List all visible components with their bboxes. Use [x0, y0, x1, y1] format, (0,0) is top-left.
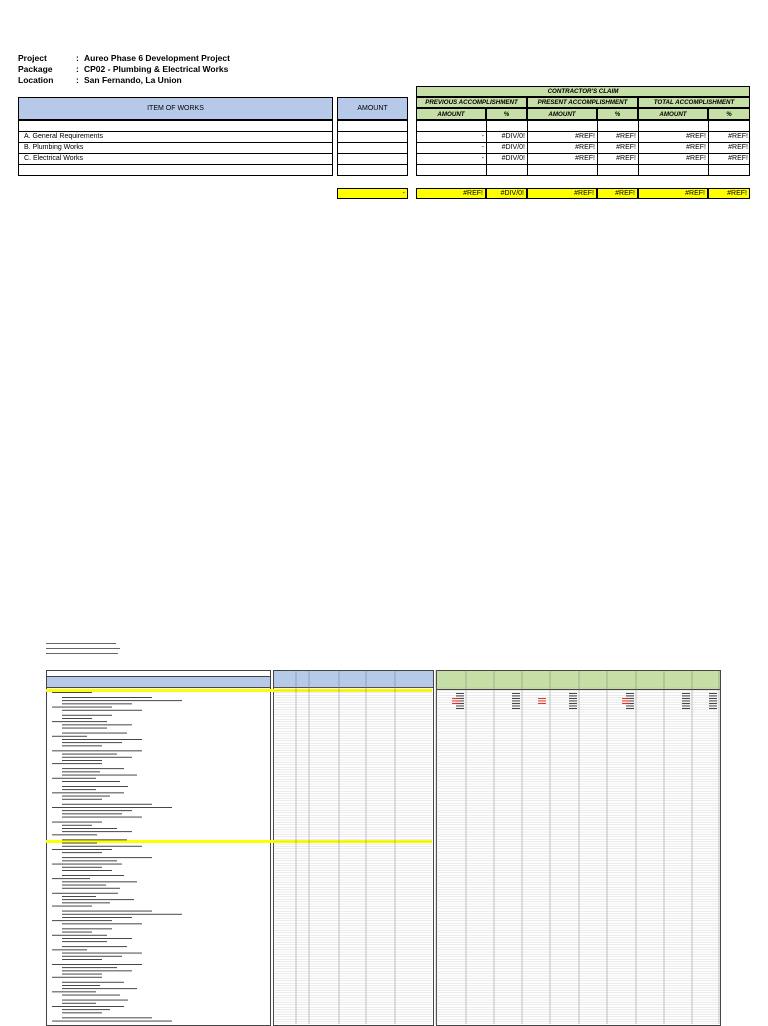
project-value: Aureo Phase 6 Development Project	[84, 53, 230, 63]
tot-amount-c: #REF!	[686, 155, 706, 162]
tot-pct-c: #REF!	[728, 155, 748, 162]
pres-pct-subheader: %	[597, 108, 638, 120]
colon: :	[76, 53, 79, 63]
location-value: San Fernando, La Union	[84, 75, 182, 85]
total-tot-amount: #REF!	[638, 188, 708, 199]
tot-pct-a: #REF!	[728, 133, 748, 140]
pres-amount-subheader: AMOUNT	[527, 108, 597, 120]
pres-pct-a: #REF!	[616, 133, 636, 140]
prev-amount-subheader: AMOUNT	[416, 108, 486, 120]
prev-pct-subheader: %	[486, 108, 527, 120]
project-header	[18, 53, 230, 86]
total-prev-pct: #DIV/0!	[486, 188, 527, 199]
tot-amount-b: #REF!	[686, 144, 706, 151]
colon: :	[76, 64, 79, 74]
total-prev-amount: #REF!	[416, 188, 486, 199]
detail-sheet-thumbnail	[0, 630, 768, 1024]
row-general-requirements: A. General Requirements	[24, 133, 103, 140]
prev-amount-b: -	[481, 144, 484, 151]
pres-amount-c: #REF!	[575, 155, 595, 162]
pres-pct-c: #REF!	[616, 155, 636, 162]
prev-amount-a: -	[481, 133, 484, 140]
present-accomplishment-header: PRESENT ACCOMPLISHMENT	[527, 97, 638, 108]
pres-amount-a: #REF!	[575, 133, 595, 140]
row-electrical-works: C. Electrical Works	[24, 155, 83, 162]
location-label: Location	[18, 75, 54, 85]
package-label: Package	[18, 64, 53, 74]
tot-amount-subheader: AMOUNT	[638, 108, 708, 120]
row-plumbing-works: B. Plumbing Works	[24, 144, 84, 151]
prev-pct-a: #DIV/0!	[501, 133, 525, 140]
tot-pct-subheader: %	[708, 108, 750, 120]
amount-body	[337, 120, 408, 176]
previous-accomplishment-header: PREVIOUS ACCOMPLISHMENT	[416, 97, 527, 108]
package-value: CP02 - Plumbing & Electrical Works	[84, 64, 229, 74]
tot-pct-b: #REF!	[728, 144, 748, 151]
detail-sheet-lines	[0, 630, 768, 1024]
item-of-works-header: ITEM OF WORKS	[18, 97, 333, 120]
total-pres-pct: #REF!	[597, 188, 638, 199]
colon: :	[76, 75, 79, 85]
prev-amount-c: -	[481, 155, 484, 162]
prev-pct-c: #DIV/0!	[501, 155, 525, 162]
total-accomplishment-header: TOTAL ACCOMPLISHMENT	[638, 97, 750, 108]
pres-pct-b: #REF!	[616, 144, 636, 151]
total-amount: -	[337, 188, 408, 199]
total-pres-amount: #REF!	[527, 188, 597, 199]
contractors-claim-header: CONTRACTOR'S CLAIM	[416, 86, 750, 97]
amount-header: AMOUNT	[337, 97, 408, 120]
prev-pct-b: #DIV/0!	[501, 144, 525, 151]
tot-amount-a: #REF!	[686, 133, 706, 140]
pres-amount-b: #REF!	[575, 144, 595, 151]
total-tot-pct: #REF!	[708, 188, 750, 199]
project-label: Project	[18, 53, 47, 63]
